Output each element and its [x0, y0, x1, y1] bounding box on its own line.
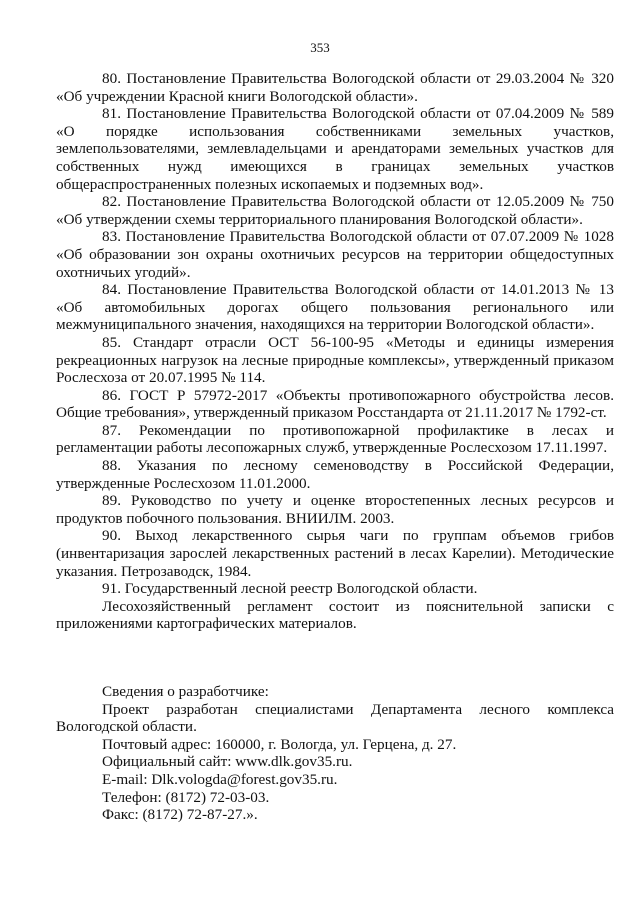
list-item-89: 89. Руководство по учету и оценке второстепенных лесных ресурсов и продуктов побочного пользования. ВНИИЛМ. 2003.	[56, 492, 614, 527]
list-item-87: 87. Рекомендации по противопожарной профилактике в лесах и регламентации работы лесопожарных служб, утвержденные Рослесхозом 17.11.1997.	[56, 421, 614, 457]
list-item-91: 91. Государственный лесной реестр Вологодской области.	[102, 580, 478, 598]
list-item-82: 82. Постановление Правительства Вологодской области от 12.05.2009 № 750 «Об утверждении схемы территориального планирования Вологодской области».	[56, 193, 614, 228]
developer-project: Проект разработан специалистами Департамента лесного комплекса Вологодской области.	[56, 700, 614, 736]
developer-fax: Факс: (8172) 72-87-27.».	[102, 806, 258, 824]
list-item-90: 90. Выход лекарственного сырья чаги по группам объемов грибов (инвентаризация зарослей лекарственных растений в лесах Карелии). Методические указания. Петрозаводск, 1984.	[56, 527, 614, 580]
regulation-composition-note: Лесохозяйственный регламент состоит из пояснительной записки с приложениями картографических материалов.	[56, 597, 614, 633]
page-number: 353	[310, 40, 330, 55]
list-item-83: 83. Постановление Правительства Вологодской области от 07.07.2009 № 1028 «Об образовании зон охраны охотничьих ресурсов на территории общедоступных охотничьих угодий».	[56, 228, 614, 281]
developer-info	[56, 683, 614, 824]
list-item-80: 80. Постановление Правительства Вологодской области от 29.03.2004 № 320 «Об учреждении Красной книги Вологодской области».	[56, 70, 614, 105]
developer-phone: Телефон: (8172) 72-03-03.	[102, 788, 270, 806]
document-body	[56, 70, 614, 633]
list-item-85: 85. Стандарт отрасли ОСТ 56-100-95 «Методы и единицы измерения рекреационных нагрузок на лесные природные комплексы», утвержденный приказом Рослесхоза от 20.07.1995 № 114.	[56, 333, 614, 387]
list-item-84: 84. Постановление Правительства Вологодской области от 14.01.2013 № 13 «Об автомобильных дорогах общего пользования регионального или межмуниципального значения, находящихся на территории Вологодской области».	[56, 281, 614, 334]
list-item-81: 81. Постановление Правительства Вологодской области от 07.04.2009 № 589 «О порядке использования собственниками земельных участков, землепользователями, землевладельцами и арендаторами земельных участков для собственных нужд имеющихся в границах земельных участков общераспространенных полезных ископаемых и подземных вод».	[56, 105, 614, 193]
developer-heading: Сведения о разработчике:	[102, 683, 269, 700]
list-item-88: 88. Указания по лесному семеноводству в Российской Федерации, утвержденные Рослесхозом 11.01.2000.	[56, 457, 614, 492]
developer-address: Почтовый адрес: 160000, г. Вологда, ул. Герцена, д. 27.	[102, 735, 457, 753]
developer-website: Официальный сайт: www.dlk.gov35.ru.	[102, 753, 353, 771]
developer-email: E-mail: Dlk.vologda@forest.gov35.ru.	[102, 770, 338, 788]
list-item-86: 86. ГОСТ Р 57972-2017 «Объекты противопожарного обустройства лесов. Общие требования», утвержденный приказом Росстандарта от 21.11.2017 № 1792-ст.	[56, 386, 614, 422]
